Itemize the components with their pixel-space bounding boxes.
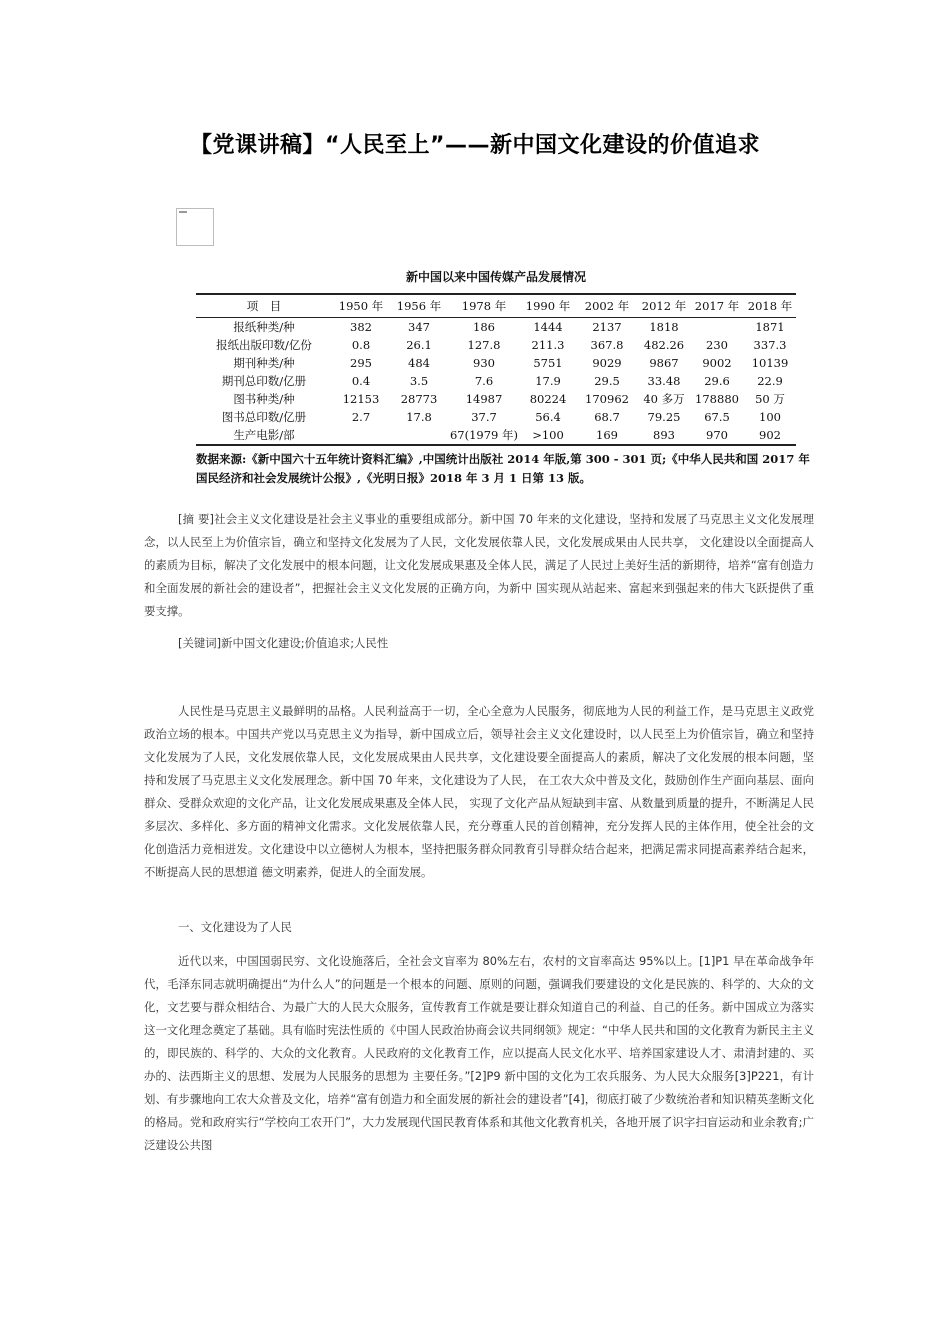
row-label: 期刊种类/种 [233, 356, 295, 370]
table-cell: 127.8 [467, 338, 501, 352]
table-cell: 337.3 [753, 338, 787, 352]
table-cell: 186 [473, 320, 495, 334]
table-cell: 367.8 [590, 338, 624, 352]
table-cell: 56.4 [535, 410, 561, 424]
row-label: 图书种类/种 [233, 392, 295, 406]
broken-image-icon [176, 208, 214, 246]
table-row [196, 354, 796, 372]
table-cell: 1818 [649, 320, 679, 334]
table-cell: 2137 [592, 320, 622, 334]
table-cell: 893 [653, 428, 675, 442]
table-cell: 100 [759, 410, 781, 424]
table-title: 新中国以来中国传媒产品发展情况 [405, 270, 586, 284]
table-cell: 29.5 [594, 374, 620, 388]
row-label: 生产电影/部 [233, 428, 295, 442]
table-cell: 9029 [592, 356, 622, 370]
table-cell: 5751 [533, 356, 563, 370]
table-cell: 10139 [751, 356, 789, 370]
column-header: 2018 年 [744, 294, 796, 318]
table-cell: 1871 [755, 320, 785, 334]
table-row [196, 318, 796, 337]
table-cell: 67(1979 年) [449, 428, 519, 442]
table-cell: 484 [408, 356, 430, 370]
row-label: 报纸出版印数/亿份 [216, 338, 312, 352]
table-cell: 37.7 [471, 410, 497, 424]
row-label: 期刊总印数/亿册 [221, 374, 307, 388]
table-row [196, 408, 796, 426]
page-title: 【党课讲稿】“人民至上”——新中国文化建设的价值追求 [190, 133, 760, 158]
table-cell: 169 [596, 428, 618, 442]
table-cell: 170962 [585, 392, 629, 406]
table-cell: 295 [350, 356, 372, 370]
column-header: 2002 年 [576, 294, 638, 318]
table-cell: 50 万 [755, 392, 785, 406]
table-cell: 7.6 [474, 374, 494, 388]
table-cell: 22.9 [757, 374, 783, 388]
table-row [196, 336, 796, 354]
table-cell: 17.8 [406, 410, 432, 424]
table-cell: 12153 [342, 392, 380, 406]
table-source-note: 数据来源:《新中国六十五年统计资料汇编》,中国统计出版社 2014 年版,第 300 - 301 页;《中华人民共和国 2017 年国民经济和社会发展统计公报》,《光明日报》2018 年 3 月 1 日第 13 版。 [196, 452, 810, 485]
table-cell: 3.5 [409, 374, 429, 388]
table-cell: 9002 [702, 356, 732, 370]
table-cell: 2.7 [351, 410, 371, 424]
row-label: 报纸种类/种 [233, 320, 295, 334]
table-cell: 40 多万 [643, 392, 685, 406]
table-cell: 0.8 [351, 338, 371, 352]
table-header-row [196, 294, 796, 318]
table-cell: 29.6 [704, 374, 730, 388]
table-cell: 902 [759, 428, 781, 442]
table-cell: 382 [350, 320, 372, 334]
table-cell: 347 [408, 320, 430, 334]
column-header: 项 目 [196, 294, 332, 318]
table-cell: 68.7 [594, 410, 620, 424]
table-cell: 9867 [649, 356, 679, 370]
section-heading: 一、文化建设为了人民 [178, 920, 292, 934]
column-header: 1950 年 [332, 294, 390, 318]
column-header: 1990 年 [520, 294, 576, 318]
abstract-paragraph: [摘 要]社会主义文化建设是社会主义事业的重要组成部分。新中国 70 年来的文化建设，坚持和发展了马克思主义文化发展理念，以人民至上为价值宗旨，确立和坚持文化发展为了人民，文化发展依靠人民，文化发展成果由人民共享， 文化建设以全面提高人的素质为目标，解决了文化发展中的根本问题，让文化发展成果惠及全体人民，满足了人民过上美好生活的新期待，培养“富有创造力和全面发展的新社会的建设者”，把握社会主义文化发展的正确方向，为新中 国实现从站起来、富起来到强起来的伟大飞跃提供了重要支撑。 [144, 512, 814, 618]
media-products-table [196, 293, 796, 446]
table-cell: 14987 [465, 392, 503, 406]
table-cell: 17.9 [535, 374, 561, 388]
body-paragraph: 近代以来，中国国弱民穷、文化设施落后，全社会文盲率为 80%左右，农村的文盲率高达 95%以上。[1]P1 早在革命战争年代，毛泽东同志就明确提出“为什么人”的问题是一个根本的问题、原则的问题，强调我们要建设的文化是民族的、科学的、大众的文化，文艺要与群众相结合、为最广大的人民大众服务，宣传教育工作就是要让群众知道自己的利益、自己的任务。新中国成立为落实这一文化理念奠定了基础。具有临时宪法性质的《中国人民政治协商会议共同纲领》规定：“中华人民共和国的文化教育为新民主主义的，即民族的、科学的、大众的文化教育。人民政府的文化教育工作，应以提高人民文化水平、培养国家建设人才、肃清封建的、买办的、法西斯主义的思想、发展为人民服务的思想为 主要任务。”[2]P9 新中国的文化为工农兵服务、为人民大众服务[3]P221，有计划、有步骤地向工农大众普及文化，培养“富有创造力和全面发展的新社会的建设者”[4]，彻底打破了少数统治者和知识精英垄断文化的格局。党和政府实行“学校向工农开门”，大力发展现代国民教育体系和其他文化教育机关，各地开展了识字扫盲运动和业余教育;广泛建设公共图 [144, 954, 814, 1152]
table-cell [690, 318, 744, 337]
table-cell: 28773 [400, 392, 438, 406]
table-cell: 211.3 [531, 338, 565, 352]
intro-paragraph: 人民性是马克思主义最鲜明的品格。人民利益高于一切，全心全意为人民服务，彻底地为人民的利益工作，是马克思主义政党政治立场的根本。中国共产党以马克思主义为指导，新中国成立后，领导社会主义文化建设时，以人民至上为价值宗旨，确立和坚持文化发展为了人民，文化发展依靠人民，文化发展成果由人民共享，文化建设要全面提高人的素质，解决了文化发展的根本问题，坚持和发展了马克思主义文化发展理念。新中国 70 年来，文化建设为了人民， 在工农大众中普及文化，鼓励创作生产面向基层、面向群众、受群众欢迎的文化产品，让文化发展成果惠及全体人民， 实现了文化产品从短缺到丰富、从数量到质量的提升，不断满足人民多层次、多样化、多方面的精神文化需求。文化发展依靠人民，充分尊重人民的首创精神，充分发挥人民的主体作用，使全社会的文化创造活力竞相迸发。文化建设中以立德树人为根本，坚持把服务群众同教育引导群众结合起来，把满足需求同提高素养结合起来，不断提高人民的思想道 德文明素养，促进人的全面发展。 [144, 704, 814, 879]
column-header: 1956 年 [390, 294, 448, 318]
column-header: 2017 年 [690, 294, 744, 318]
table-cell: 67.5 [704, 410, 730, 424]
table-row [196, 426, 796, 445]
table-cell: 0.4 [351, 374, 371, 388]
table-cell: 79.25 [647, 410, 681, 424]
column-header: 2012 年 [638, 294, 690, 318]
table-cell: 482.26 [643, 338, 685, 352]
table-cell: 1444 [533, 320, 563, 334]
table-cell: 178880 [695, 392, 739, 406]
table-cell: 930 [473, 356, 495, 370]
table-cell: 230 [706, 338, 728, 352]
table-cell: >100 [532, 428, 564, 442]
table-row [196, 390, 796, 408]
table-cell: 970 [706, 428, 728, 442]
table-row [196, 372, 796, 390]
table-cell: 26.1 [406, 338, 432, 352]
row-label: 图书总印数/亿册 [221, 410, 307, 424]
column-header: 1978 年 [448, 294, 520, 318]
table-cell [332, 426, 390, 445]
keywords-paragraph: [关键词]新中国文化建设;价值追求;人民性 [178, 636, 389, 650]
media-products-table-block [196, 268, 810, 488]
table-cell [390, 426, 448, 445]
table-cell: 33.48 [647, 374, 681, 388]
table-cell: 80224 [529, 392, 567, 406]
